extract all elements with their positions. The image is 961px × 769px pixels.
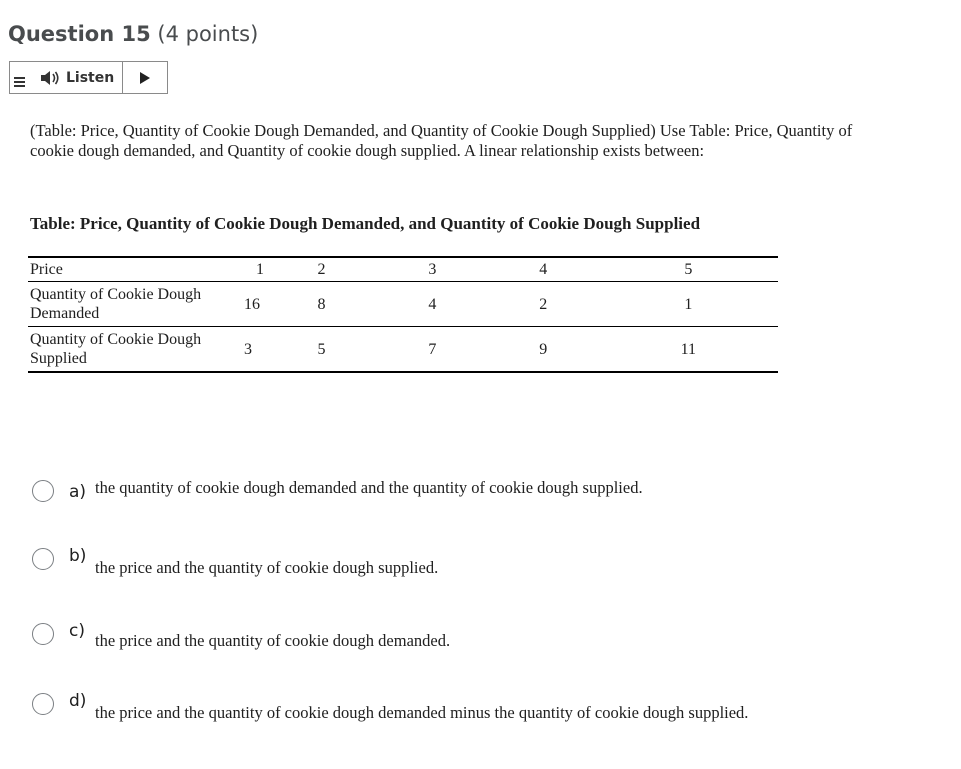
table-cell: 2 <box>488 282 599 327</box>
table-cell: 1 <box>242 257 266 282</box>
answer-option-c[interactable] <box>32 621 450 651</box>
speaker-icon <box>40 70 60 86</box>
option-letter: d) <box>69 691 87 711</box>
table-row-demanded <box>28 282 778 327</box>
row-label: Quantity of Cookie Dough Demanded <box>28 282 242 327</box>
play-icon <box>139 71 151 85</box>
option-letter: c) <box>69 621 85 641</box>
answer-option-a[interactable] <box>32 478 643 502</box>
answer-option-d[interactable] <box>32 691 748 723</box>
row-label: Price <box>28 257 242 282</box>
option-letter: b) <box>69 546 87 566</box>
radio-button-d[interactable] <box>32 693 54 715</box>
question-number: Question 15 <box>8 22 151 46</box>
table-cell: 4 <box>488 257 599 282</box>
table-cell: 11 <box>599 327 778 373</box>
row-label: Quantity of Cookie Dough Supplied <box>28 327 242 373</box>
table-row-supplied <box>28 327 778 373</box>
table-cell: 5 <box>266 327 377 373</box>
table-cell: 7 <box>377 327 488 373</box>
data-table <box>28 256 778 373</box>
option-text[interactable]: the price and the quantity of cookie dough supplied. <box>95 558 439 577</box>
option-letter: a) <box>69 482 87 502</box>
option-text[interactable]: the price and the quantity of cookie dough demanded minus the quantity of cookie dough supplied. <box>95 703 749 722</box>
question-text: (Table: Price, Quantity of Cookie Dough Demanded, and Quantity of Cookie Dough Supplied) Use Table: Price, Quantity of cookie dough demanded, and Quantity of cookie dough supplied. A linear relationship exists between: <box>30 121 853 160</box>
option-text[interactable]: the price and the quantity of cookie dough demanded. <box>95 631 451 650</box>
radio-button-b[interactable] <box>32 548 54 570</box>
table-cell: 4 <box>377 282 488 327</box>
table-cell: 5 <box>599 257 778 282</box>
listen-widget <box>9 61 168 94</box>
play-button[interactable] <box>123 71 167 85</box>
answer-option-b[interactable] <box>32 546 438 578</box>
table-cell: 8 <box>266 282 377 327</box>
listen-label: Listen <box>66 69 115 86</box>
table-cell: 3 <box>242 327 266 373</box>
listen-button[interactable] <box>30 62 123 93</box>
table-cell: 1 <box>599 282 778 327</box>
option-text[interactable]: the quantity of cookie dough demanded and the quantity of cookie dough supplied. <box>95 478 643 497</box>
question-title <box>8 22 258 46</box>
radio-button-c[interactable] <box>32 623 54 645</box>
menu-icon[interactable] <box>10 62 30 93</box>
table-cell: 16 <box>242 282 266 327</box>
table-cell: 2 <box>266 257 377 282</box>
radio-button-a[interactable] <box>32 480 54 502</box>
table-cell: 3 <box>377 257 488 282</box>
table-row-price <box>28 257 778 282</box>
table-cell: 9 <box>488 327 599 373</box>
table-caption: Table: Price, Quantity of Cookie Dough Demanded, and Quantity of Cookie Dough Supplied <box>30 214 701 233</box>
question-points: (4 points) <box>157 22 259 46</box>
